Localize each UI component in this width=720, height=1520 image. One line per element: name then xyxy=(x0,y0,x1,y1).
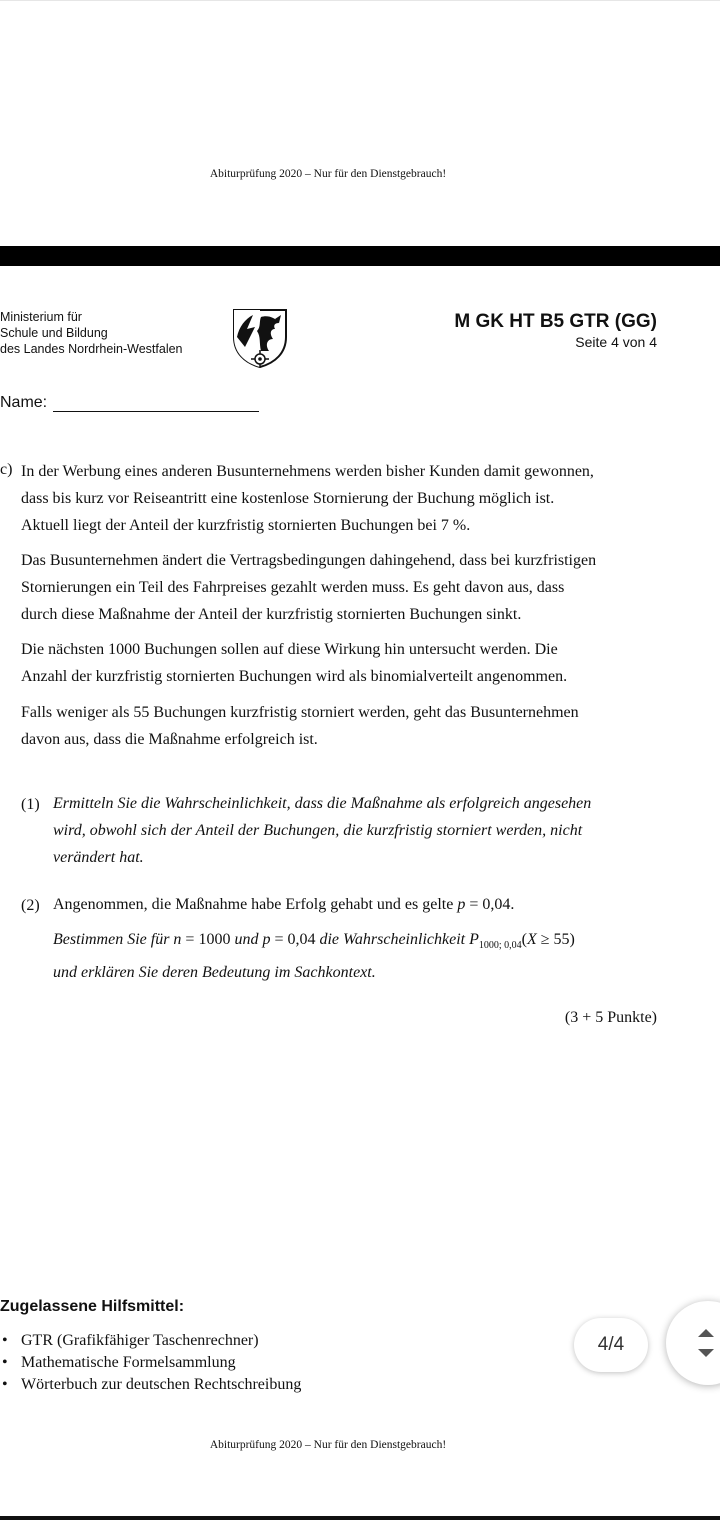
header-note: Abiturprüfung 2020 – Nur für den Dienstgebrauch! xyxy=(209,168,447,180)
text-span: ≥ 55) xyxy=(536,931,575,948)
text-line: Aktuell liegt der Anteil der kurzfristig stornierten Buchungen bei 7 %. xyxy=(21,517,471,534)
scroll-button[interactable] xyxy=(666,1301,720,1385)
item-2-number: (2) xyxy=(21,897,40,914)
text-line: Anzahl der kurzfristig stornierten Buchungen wird als binomialverteilt angenommen. xyxy=(21,668,568,685)
text-span: und xyxy=(234,931,259,948)
ministry-line-1: Ministerium für xyxy=(0,310,82,324)
text-line: durch diese Maßnahme der Anteil der kurzfristig stornierten Buchungen sinkt. xyxy=(21,606,522,623)
probability-symbol: P xyxy=(469,931,479,948)
name-field-row xyxy=(0,394,259,412)
text-span: Angenommen, die Maßnahme habe Erfolg gehabt und es gelte xyxy=(53,896,458,913)
text-line: Ermitteln Sie die Wahrscheinlichkeit, dass die Maßnahme als erfolgreich angesehen xyxy=(53,795,592,812)
ministry-line-2: Schule und Bildung xyxy=(0,326,108,340)
list-item: • Mathematische Formelsammlung xyxy=(0,1352,301,1374)
exam-code: M GK HT B5 GTR (GG) xyxy=(454,311,657,332)
list-item: • GTR (Grafikfähiger Taschenrechner) xyxy=(0,1330,301,1352)
task-paragraph-2 xyxy=(21,547,661,628)
text-line: wird, obwohl sich der Anteil der Buchungen, die kurzfristig storniert werden, nicht xyxy=(53,822,583,839)
page-indicator: 4/4 xyxy=(574,1318,648,1372)
exam-code-block xyxy=(454,310,657,350)
item-1-text xyxy=(53,790,658,871)
text-line: Falls weniger als 55 Buchungen kurzfristig storniert werden, geht das Busunternehmen xyxy=(21,704,579,721)
item-2-line-3: und erklären Sie deren Bedeutung im Sachkontext. xyxy=(53,964,376,981)
top-divider xyxy=(0,0,720,1)
var-p: p xyxy=(262,931,271,948)
item-1-number: (1) xyxy=(21,796,40,813)
ministry-line-3: des Landes Nordrhein-Westfalen xyxy=(0,342,183,356)
aids-title: Zugelassene Hilfsmittel: xyxy=(0,1298,185,1315)
text-line: verändert hat. xyxy=(53,849,144,866)
nrw-coat-of-arms-icon xyxy=(231,307,289,369)
text-line: Stornierungen ein Teil des Fahrpreises gezahlt werden muss. Es geht davon aus, dass xyxy=(21,579,565,596)
task-paragraph-3 xyxy=(21,636,661,690)
scroll-up-down-icon xyxy=(696,1325,716,1361)
text-line: dass bis kurz vor Reiseantritt eine kostenlose Stornierung der Buchung möglich ist. xyxy=(21,490,555,507)
text-span: = 0,04. xyxy=(465,896,515,913)
item-2-line-2 xyxy=(53,926,658,959)
var-x: X xyxy=(526,931,537,948)
footer-note: Abiturprüfung 2020 – Nur für den Dienstgebrauch! xyxy=(209,1439,447,1451)
probability-subscript: 1000; 0,04 xyxy=(478,940,522,952)
points-label: (3 + 5 Punkte) xyxy=(564,1009,657,1026)
name-label: Name: xyxy=(0,394,48,411)
item-2-line-1 xyxy=(53,891,658,918)
text-span: = 1000 xyxy=(181,931,235,948)
text-line: davon aus, dass die Maßnahme erfolgreich ist. xyxy=(21,731,318,748)
text-line: In der Werbung eines anderen Busunternehmens werden bisher Kunden damit gewonnen, xyxy=(21,463,594,480)
text-span: ( xyxy=(521,931,527,948)
page-number: Seite 4 von 4 xyxy=(575,334,657,350)
list-item: • Wörterbuch zur deutschen Rechtschreibung xyxy=(0,1374,301,1396)
text-span: die Wahrscheinlichkeit xyxy=(319,931,470,948)
text-span: = 0,04 xyxy=(270,931,320,948)
name-blank-line xyxy=(53,395,259,412)
task-paragraph-4 xyxy=(21,699,661,753)
bottom-divider xyxy=(0,1516,720,1520)
text-span: Bestimmen Sie für xyxy=(53,931,174,948)
var-p: p xyxy=(457,896,466,913)
task-label: c) xyxy=(0,461,13,478)
ministry-name xyxy=(0,309,183,357)
task-paragraph-1 xyxy=(21,458,661,539)
var-n: n xyxy=(173,931,182,948)
page-separator-bar xyxy=(0,246,720,266)
text-line: Die nächsten 1000 Buchungen sollen auf diese Wirkung hin untersucht werden. Die xyxy=(21,641,558,658)
text-line: Das Busunternehmen ändert die Vertragsbedingungen dahingehend, dass bei kurzfristigen xyxy=(21,552,597,569)
aids-list xyxy=(0,1330,301,1396)
